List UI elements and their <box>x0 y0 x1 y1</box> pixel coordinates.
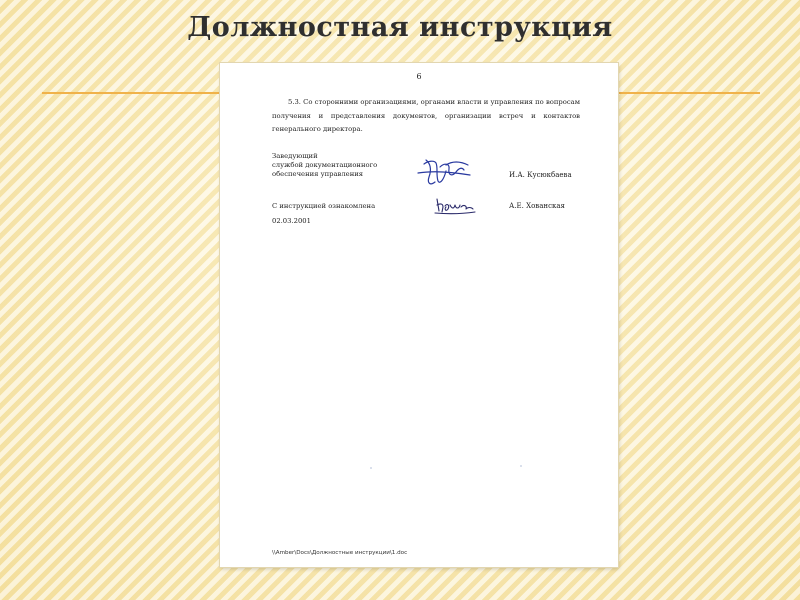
scan-speck <box>370 467 372 469</box>
signatory-position-line-1: Заведующий <box>272 152 318 160</box>
acknowledger-name: А.Е. Хованская <box>509 202 565 210</box>
scan-speck <box>520 465 522 467</box>
document-page-image <box>220 63 618 567</box>
document-paragraph: 5.3. Со сторонними организациями, органами власти и управления по вопросам получения и представления документов, организации встреч и контактов генерального директора. <box>272 98 580 133</box>
decorative-rule-right <box>618 92 760 94</box>
signatory-position-line-2: службой документационного <box>272 161 378 169</box>
decorative-rule-left <box>42 92 220 94</box>
page-number: 6 <box>416 72 422 81</box>
signatory-position-line-3: обеспечения управления <box>272 170 364 178</box>
slide-title: Должностная инструкция <box>187 12 613 43</box>
acknowledgement-date: 02.03.2001 <box>272 217 311 225</box>
file-path-footer: \\Amber\Docs\Должностные инструкции\1.doc <box>272 550 408 556</box>
signatory-name: И.А. Кусюкбаева <box>509 171 572 179</box>
acknowledgement-text: С инструкцией ознакомлена <box>272 202 376 210</box>
handwritten-signature-1 <box>416 155 472 189</box>
handwritten-signature-2 <box>433 195 477 217</box>
